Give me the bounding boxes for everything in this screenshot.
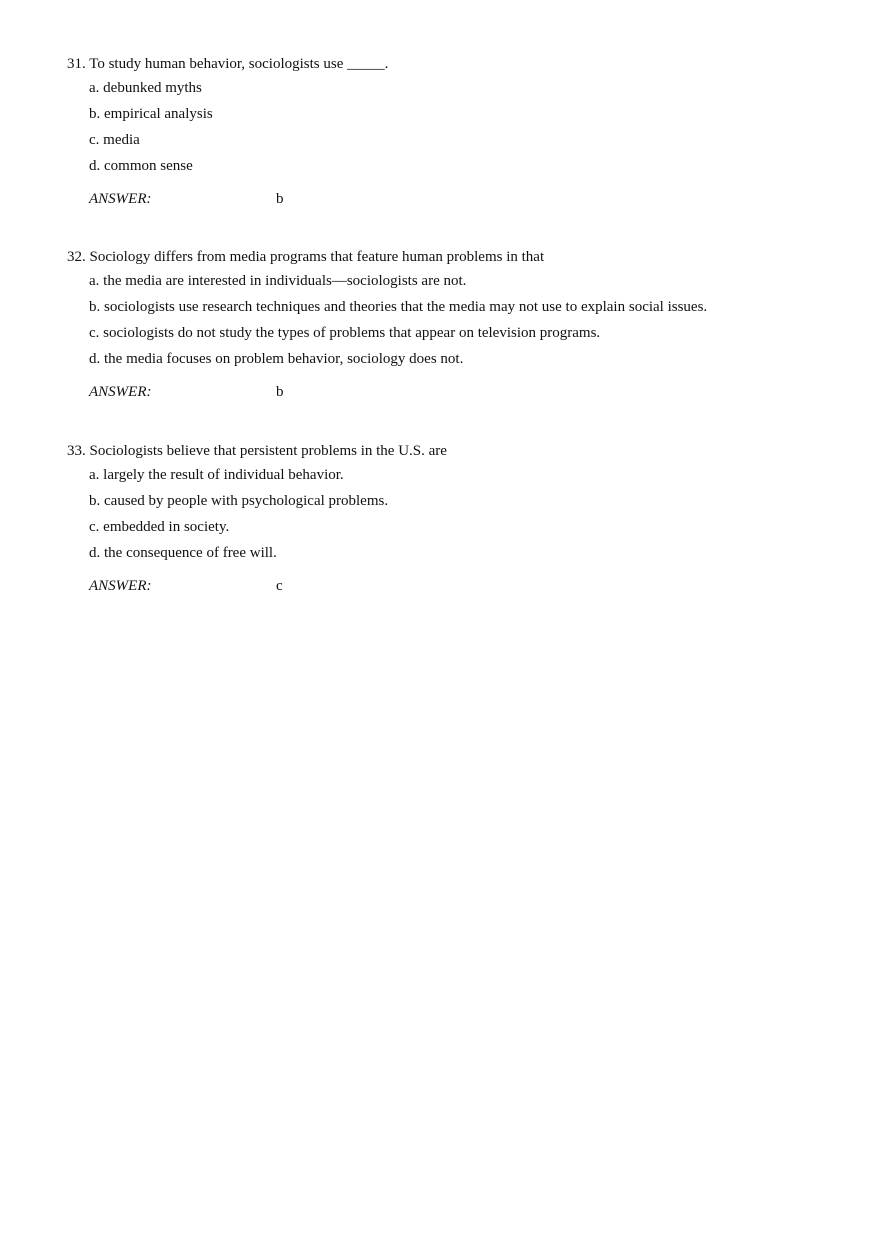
option-c: c. sociologists do not study the types of problems that appear on television programs. [89,325,601,341]
answer-label: ANSWER: [89,384,152,400]
question-33 [67,440,847,597]
option-c: c. embedded in society. [89,519,230,535]
question-31 [67,53,847,210]
option-a: a. debunked myths [89,80,202,96]
option-d: d. the media focuses on problem behavior, sociology does not. [89,351,464,367]
question-number: 32. [67,249,86,265]
question-text: To study human behavior, sociologists use _____. [89,56,389,72]
answer-value: b [276,384,284,400]
option-c: c. media [89,132,140,148]
answer-row [89,188,847,210]
option-list [67,268,847,372]
option-a: a. largely the result of individual behavior. [89,467,344,483]
question-32 [67,246,847,403]
question-number: 33. [67,443,86,459]
option-list [67,75,847,179]
answer-row [89,575,847,597]
answer-label: ANSWER: [89,191,152,207]
answer-value: b [276,191,284,207]
answer-row [89,381,847,403]
question-text: Sociologists believe that persistent problems in the U.S. are [89,443,447,459]
question-text: Sociology differs from media programs that feature human problems in that [89,249,545,265]
option-a: a. the media are interested in individuals—sociologists are not. [89,273,467,289]
option-b: b. empirical analysis [89,106,213,122]
option-list [67,462,847,566]
option-b: b. sociologists use research techniques and theories that the media may not use to explain social issues. [89,299,708,315]
option-d: d. the consequence of free will. [89,545,277,561]
answer-label: ANSWER: [89,578,152,594]
question-number: 31. [67,56,86,72]
option-d: d. common sense [89,158,193,174]
answer-value: c [276,578,283,594]
question-stem [67,440,847,462]
question-stem [67,53,847,75]
question-stem [67,246,847,268]
option-b: b. caused by people with psychological problems. [89,493,389,509]
